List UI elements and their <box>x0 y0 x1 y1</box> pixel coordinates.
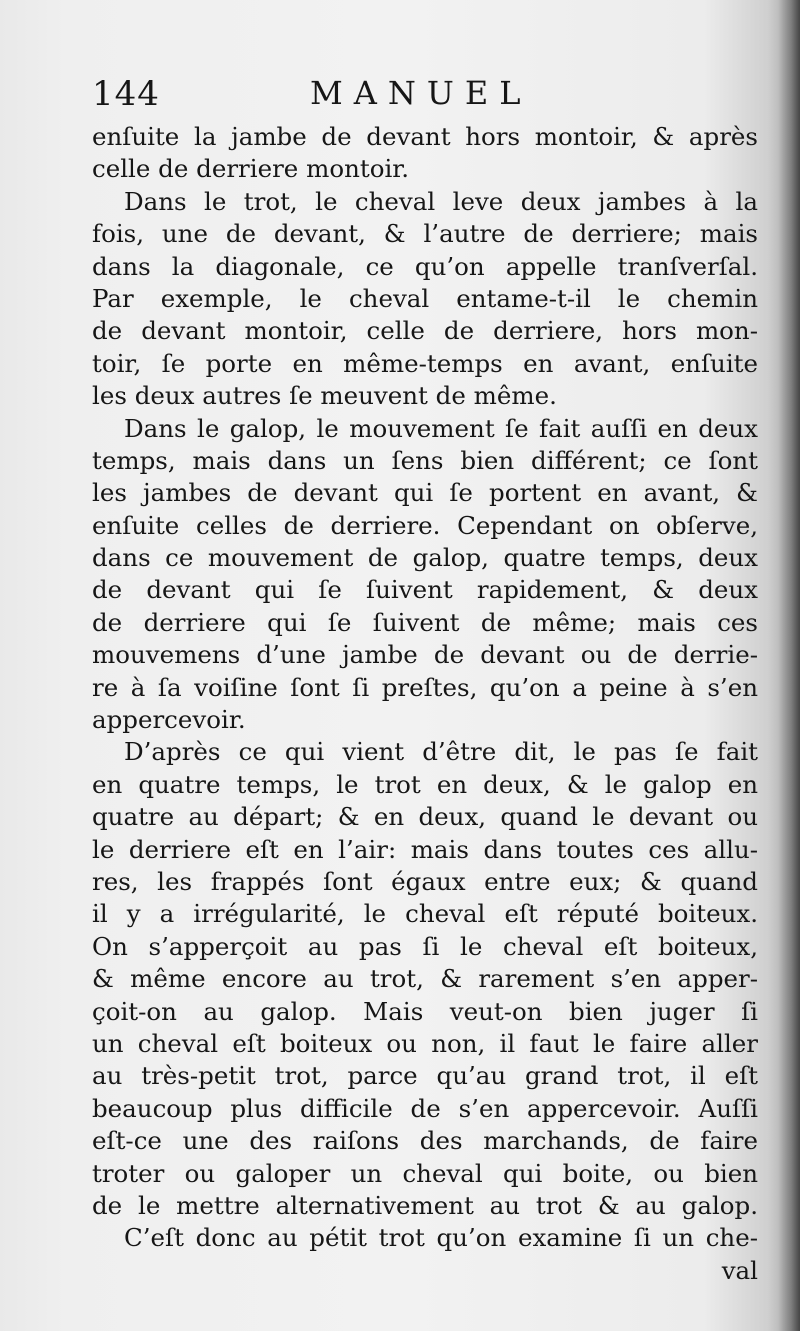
text-line: troter ou galoper un cheval qui boite, ou bien <box>92 1158 758 1188</box>
text-line: temps, mais dans un ſens bien différent; ce ſont <box>92 445 758 475</box>
text-line: res, les frappés ſont égaux entre eux; & quand <box>92 866 758 896</box>
body-text <box>92 121 758 1287</box>
page-header <box>92 74 562 124</box>
text-line: eſt-ce une des raiſons des marchands, de faire <box>92 1126 758 1156</box>
text-line: celle de derriere montoir. <box>92 154 410 184</box>
text-line: de devant qui ſe ſuivent rapidement, & deux <box>92 575 758 605</box>
text-line: Dans le trot, le cheval leve deux jambes à la <box>124 186 758 216</box>
catchword: val <box>721 1255 758 1285</box>
text-line: dans la diagonale, ce qu’on appelle tranſverſal. <box>92 251 758 281</box>
text-line: les jambes de devant qui ſe portent en avant, & <box>92 478 758 508</box>
text-line: dans ce mouvement de galop, quatre temps, deux <box>92 543 758 573</box>
text-line: enſuite la jambe de devant hors montoir, & après <box>92 122 758 151</box>
text-line: un cheval eſt boiteux ou non, il faut le faire aller <box>92 1028 758 1058</box>
running-head: MANUEL <box>310 74 532 112</box>
text-line: quatre au départ; & en deux, quand le devant ou <box>92 802 758 832</box>
text-line: de devant montoir, celle de derriere, hors mon- <box>92 316 758 346</box>
text-line: au très-petit trot, parce qu’au grand trot, il eſt <box>92 1061 758 1091</box>
text-line: toir, ſe porte en même-temps en avant, enſuite <box>92 348 758 378</box>
text-line: Dans le galop, le mouvement ſe fait auſſi en deux <box>124 413 758 443</box>
text-line: les deux autres ſe meuvent de même. <box>92 381 557 411</box>
page-edge-shadow <box>778 0 800 1331</box>
text-line: beaucoup plus difficile de s’en appercevoir. Auſſi <box>92 1093 758 1123</box>
text-line: de le mettre alternativement au trot & au galop. <box>92 1190 758 1220</box>
text-line: Par exemple, le cheval entame-t-il le chemin <box>92 283 758 313</box>
text-line: fois, une de devant, & l’autre de derriere; mais <box>92 219 758 249</box>
text-line: le derriere eſt en l’air: mais dans toutes ces allu- <box>92 834 758 864</box>
text-line: appercevoir. <box>92 705 246 735</box>
text-line: D’après ce qui vient d’être dit, le pas ſe fait <box>124 737 758 767</box>
text-line: re à ſa voiſine ſont ſi preſtes, qu’on a peine à s’en <box>92 672 758 702</box>
page-number: 144 <box>92 74 160 114</box>
text-line: de derriere qui ſe ſuivent de même; mais ces <box>92 607 758 637</box>
text-line: mouvemens d’une jambe de devant ou de derrie- <box>92 640 758 670</box>
text-line: C’eſt donc au pétit trot qu’on examine ſi un che- <box>124 1223 758 1253</box>
text-line: On s’apperçoit au pas ſi le cheval eſt boiteux, <box>92 931 758 961</box>
text-line: & même encore au trot, & rarement s’en apper- <box>92 964 758 994</box>
text-line: çoit-on au galop. Mais veut-on bien juger ſi <box>92 996 758 1026</box>
text-line: il y a irrégularité, le cheval eſt réputé boiteux. <box>92 899 758 929</box>
text-line: enſuite celles de derriere. Cependant on obſerve, <box>92 510 758 540</box>
text-line: en quatre temps, le trot en deux, & le galop en <box>92 769 758 799</box>
